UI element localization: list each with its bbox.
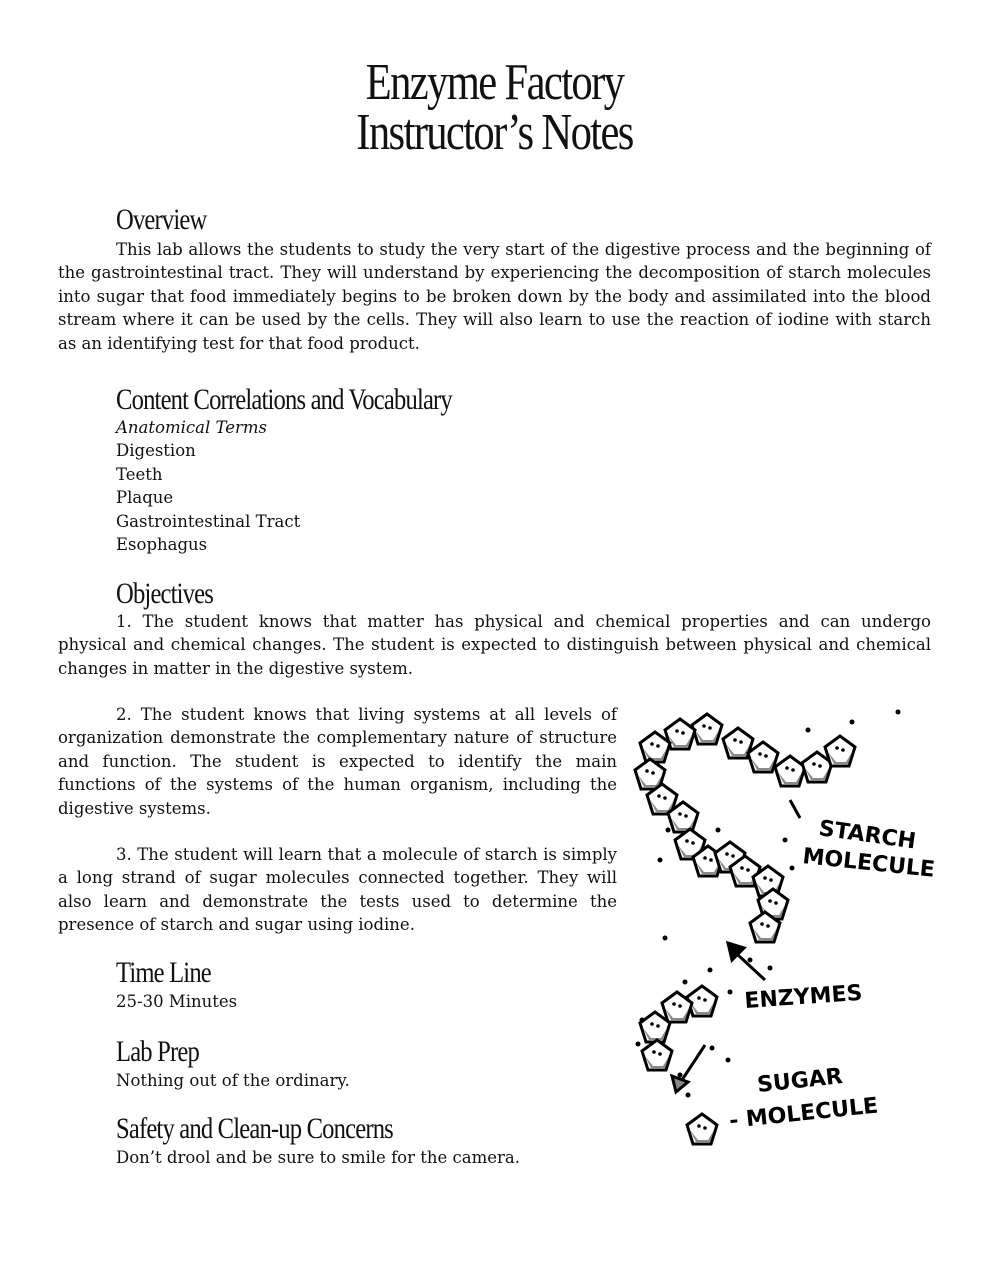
term-item: Esophagus	[116, 535, 208, 555]
overview-text: This lab allows the students to study the very start of the digestive process and the beginning of the gastrointestinal tract. They will understand by experiencing the decomposition of starch molecules into sugar that food immediately begins to be broken down by the body and assimilated into the blood stream where it can be used by the cells. They will also learn to use the reaction of iodine with starch as an identifying test for that food product.	[58, 240, 931, 353]
objective-1: 1. The student knows that matter has physical and chemical properties and can undergo physical and chemical changes. The student is expected to distinguish between physical and chemical changes in matter in the digestive system.	[58, 612, 931, 678]
term-item: Digestion	[116, 441, 196, 461]
starch-molecule-illustration	[620, 700, 950, 1160]
term-item: Plaque	[116, 488, 174, 508]
sugar-chain	[640, 986, 717, 1144]
label-sugar-1: SUGAR	[756, 1064, 844, 1098]
starch-diagram-svg	[620, 700, 950, 1160]
vocabulary-list	[116, 416, 300, 556]
title-line-2: Instructor’s Notes	[356, 104, 633, 161]
page-title	[89, 54, 900, 161]
objective-2: 2. The student knows that living systems at all levels of organization demonstrate the complementary nature of structure and function. The student is expected to identify the main functions of the systems of the human organism, including the digestive systems.	[58, 705, 617, 818]
term-item: Teeth	[116, 464, 163, 484]
anatomical-terms-subheading: Anatomical Terms	[116, 418, 267, 437]
timeline-text: 25-30 Minutes	[116, 992, 238, 1011]
labprep-text: Nothing out of the ordinary.	[116, 1071, 350, 1090]
objective-3: 3. The student will learn that a molecule of starch is simply a long strand of sugar molecules connected together. They will also learn and demonstrate the tests used to determine the presence of starch and sugar using iodine.	[58, 845, 617, 935]
safety-heading: Safety and Clean-up Concerns	[116, 1112, 393, 1145]
objectives-heading: Objectives	[116, 577, 214, 610]
label-starch-1: STARCH	[817, 816, 918, 855]
label-sugar-2: - MOLECULE	[728, 1093, 880, 1134]
timeline-heading: Time Line	[116, 956, 211, 989]
title-line-1: Enzyme Factory	[365, 54, 624, 111]
label-starch-2: MOLECULE	[801, 844, 936, 883]
term-item: Gastrointestinal Tract	[116, 511, 301, 531]
labprep-heading: Lab Prep	[116, 1035, 199, 1068]
label-enzymes: ENZYMES	[743, 980, 864, 1014]
overview-heading: Overview	[116, 203, 207, 236]
safety-text: Don’t drool and be sure to smile for the camera.	[116, 1148, 520, 1167]
content-heading: Content Correlations and Vocabulary	[116, 383, 452, 416]
